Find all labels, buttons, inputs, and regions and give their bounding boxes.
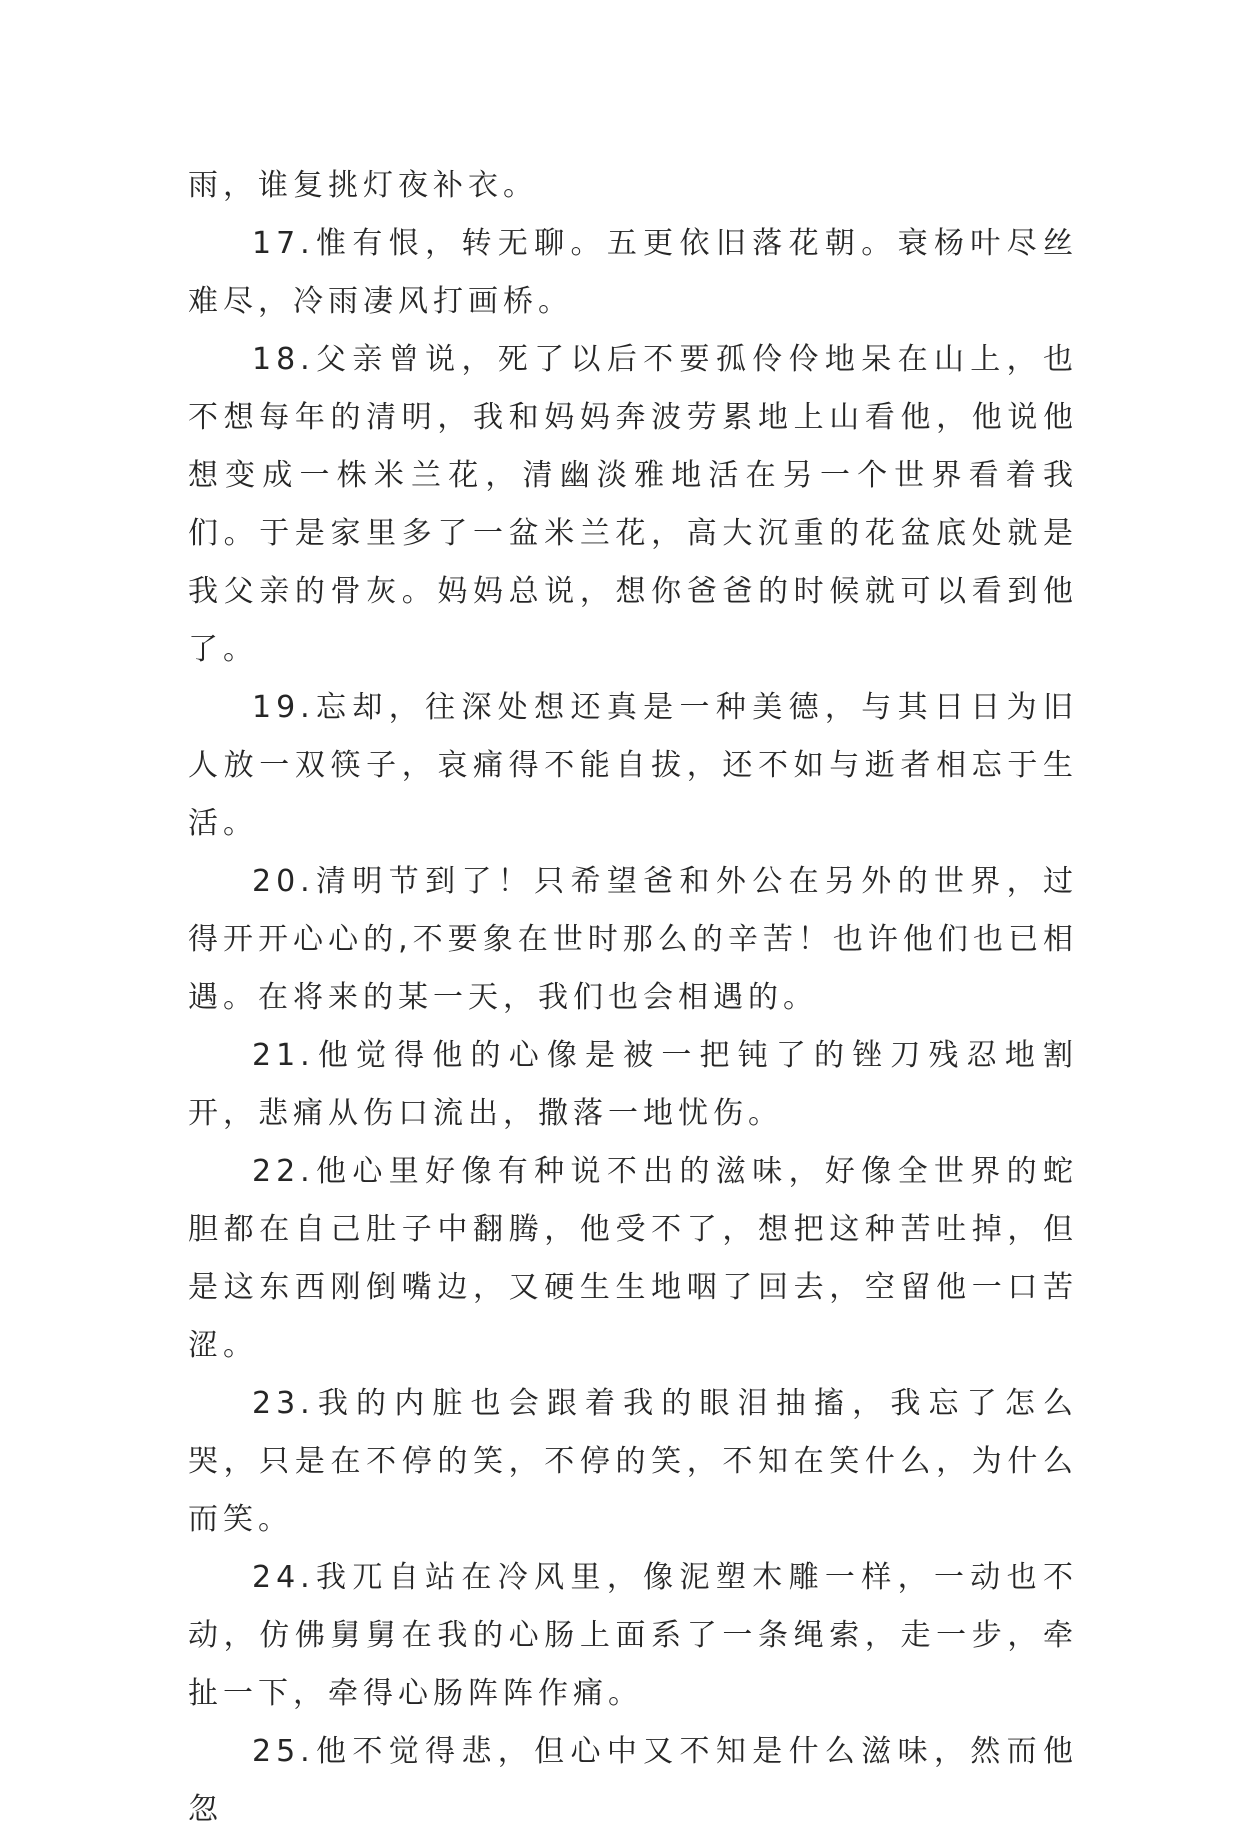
paragraph-22: 22.他心里好像有种说不出的滋味，好像全世界的蛇胆都在自己肚子中翻腾，他受不了，想把这种苦吐掉，但是这东西刚倒嘴边，又硬生生地咽了回去，空留他一口苦涩。	[188, 1154, 1078, 1363]
paragraph-19: 19.忘却，往深处想还真是一种美德，与其日日为旧人放一双筷子，哀痛得不能自拔，还不如与逝者相忘于生活。	[188, 690, 1078, 841]
paragraph-21: 21.他觉得他的心像是被一把钝了的锉刀残忍地割开，悲痛从伤口流出，撒落一地忧伤。	[188, 1038, 1078, 1131]
paragraph-24: 24.我兀自站在冷风里，像泥塑木雕一样，一动也不动，仿佛舅舅在我的心肠上面系了一条绳索，走一步，牵扯一下，牵得心肠阵阵作痛。	[188, 1560, 1078, 1711]
paragraph-25: 25.他不觉得悲，但心中又不知是什么滋味，然而他忽	[188, 1734, 1078, 1827]
paragraph-20: 20.清明节到了！只希望爸和外公在另外的世界，过得开开心心的,不要象在世时那么的辛苦！也许他们也已相遇。在将来的某一天，我们也会相遇的。	[188, 864, 1078, 1015]
document-body	[188, 157, 1078, 1839]
paragraph-continuation: 雨，谁复挑灯夜补衣。	[188, 168, 538, 203]
paragraph-17: 17.惟有恨，转无聊。五更依旧落花朝。衰杨叶尽丝难尽，冷雨凄风打画桥。	[188, 226, 1078, 319]
paragraph-23: 23.我的内脏也会跟着我的眼泪抽搐，我忘了怎么哭，只是在不停的笑，不停的笑，不知在笑什么，为什么而笑。	[188, 1386, 1078, 1537]
paragraph-18: 18.父亲曾说，死了以后不要孤伶伶地呆在山上，也不想每年的清明，我和妈妈奔波劳累地上山看他，他说他想变成一株米兰花，清幽淡雅地活在另一个世界看着我们。于是家里多了一盆米兰花，高大沉重的花盆底处就是我父亲的骨灰。妈妈总说，想你爸爸的时候就可以看到他了。	[188, 342, 1078, 667]
